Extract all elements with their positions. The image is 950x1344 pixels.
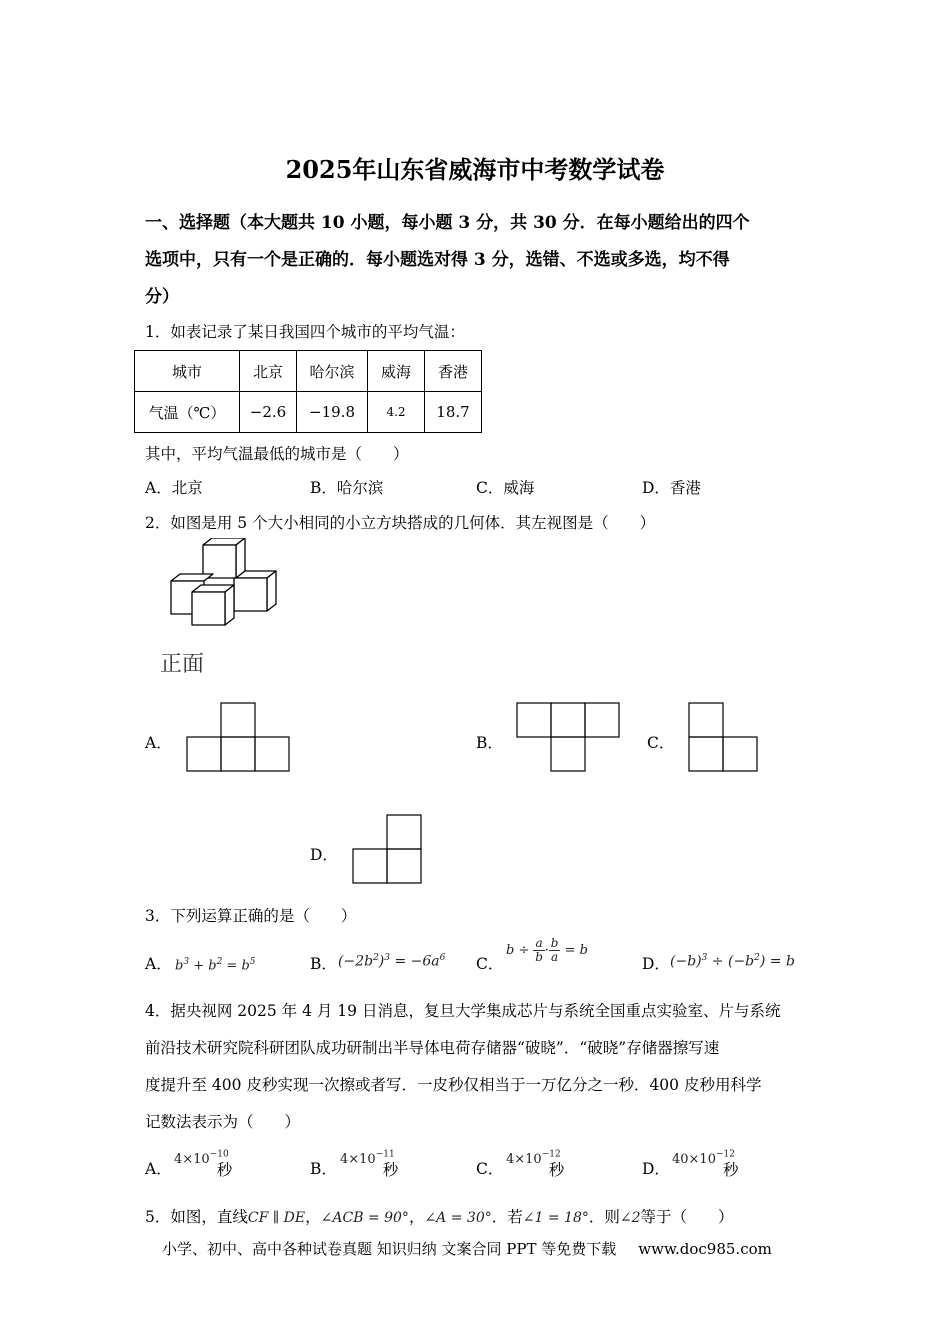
section-heading-line-2: 选项中，只有一个是正确的．每小题选对得 3 分，选错、不选或多选，均不得 (145, 250, 730, 270)
q2-option-d-figure (352, 814, 424, 884)
q3-option-d-expr: $(-b)^3 \div (-b^2) = b$ (670, 953, 795, 970)
q4-line-4: 记数法表示为（ ） (145, 1113, 301, 1131)
q2-option-b-figure (516, 702, 622, 772)
q1-followup: 其中，平均气温最低的城市是（ ） (145, 445, 409, 463)
q2-stem: 2．如图是用 5 个大小相同的小立方块搭成的几何体．其左视图是（ ） (145, 514, 656, 532)
table-cell: −19.8 (297, 392, 368, 433)
q2-option-a-figure (186, 702, 292, 772)
q3-option-d-label: D． (642, 955, 670, 973)
front-view-label: 正面 (160, 652, 205, 677)
q3-option-c-expr: b ÷ $\frac{a}{b}$ · $\frac{b}{a}$ = b (506, 936, 588, 964)
q4-option-b-value: $4\times 10^{-11}$秒 (340, 1149, 399, 1179)
section-heading-line-1: 一、选择题（本大题共 10 小题，每小题 3 分，共 30 分．在每小题给出的四个 (145, 213, 750, 233)
page-title: 2025年山东省威海市中考数学试卷 (285, 155, 665, 184)
q1-option-b: B．哈尔滨 (310, 479, 384, 497)
q2-option-d-label: D． (310, 846, 338, 864)
q4-option-a-label: A． (145, 1160, 172, 1178)
q1-option-c: C．威海 (476, 479, 535, 497)
footer-url[interactable]: www.doc985.com (638, 1240, 772, 1258)
q4-option-d-value: $40\times 10^{-12}$秒 (672, 1149, 739, 1179)
cube-stack-figure (165, 538, 280, 628)
table-cell: −2.6 (240, 392, 297, 433)
q3-option-c-label: C． (476, 955, 504, 973)
footer-text: 小学、初中、高中各种试卷真题 知识归纳 文案合同 PPT 等免费下载 (162, 1240, 617, 1258)
q3-option-a-expr: $b^3 + b^2 = b^5$ (175, 957, 256, 974)
table-cell: 4.2 (368, 392, 425, 433)
q1-option-a: A．北京 (145, 479, 203, 497)
table-cell: 城市 (135, 351, 240, 392)
table-cell: 气温（℃） (135, 392, 240, 433)
q4-option-d-label: D． (642, 1160, 670, 1178)
q3-stem: 3．下列运算正确的是（ ） (145, 907, 357, 925)
q4-option-c-label: C． (476, 1160, 504, 1178)
page-footer (162, 1238, 772, 1259)
q4-option-c-value: $4\times 10^{-12}$秒 (506, 1149, 565, 1179)
table-cell: 北京 (240, 351, 297, 392)
table-cell: 哈尔滨 (297, 351, 368, 392)
q2-option-c-figure (688, 702, 760, 772)
q4-line-2: 前沿技术研究院科研团队成功研制出半导体电荷存储器“破晓”．“破晓”存储器擦写速 (145, 1039, 720, 1057)
table-row (135, 351, 482, 392)
q3-option-b-expr: $(-2b^2)^3 = -6a^6$ (338, 953, 446, 970)
q2-option-a-label: A． (145, 734, 172, 752)
q5-stem: 5．如图，直线CF ∥ DE，∠ACB = 90°，∠A = 30°．若∠1 = 18°．则∠2等于（ ） (145, 1208, 734, 1226)
q4-option-a-value: $4\times 10^{-10}$秒 (174, 1149, 233, 1179)
q1-stem: 1．如表记录了某日我国四个城市的平均气温： (145, 323, 465, 341)
q2-option-b-label: B． (476, 734, 503, 752)
table-cell: 香港 (425, 351, 482, 392)
q4-option-b-label: B． (310, 1160, 337, 1178)
temperature-table (134, 350, 482, 433)
table-row (135, 392, 482, 433)
table-cell: 18.7 (425, 392, 482, 433)
q3-option-a-label: A． (145, 955, 172, 973)
q4-line-3: 度提升至 400 皮秒实现一次擦或者写．一皮秒仅相当于一万亿分之一秒．400 皮秒用科学 (145, 1076, 762, 1094)
q4-line-1: 4．据央视网 2025 年 4 月 19 日消息，复旦大学集成芯片与系统全国重点实验室、片与系统 (145, 1002, 781, 1020)
table-cell: 威海 (368, 351, 425, 392)
q2-option-c-label: C． (647, 734, 675, 752)
q1-option-d: D．香港 (642, 479, 701, 497)
q3-option-b-label: B． (310, 955, 337, 973)
section-heading-line-3: 分） (145, 287, 179, 307)
